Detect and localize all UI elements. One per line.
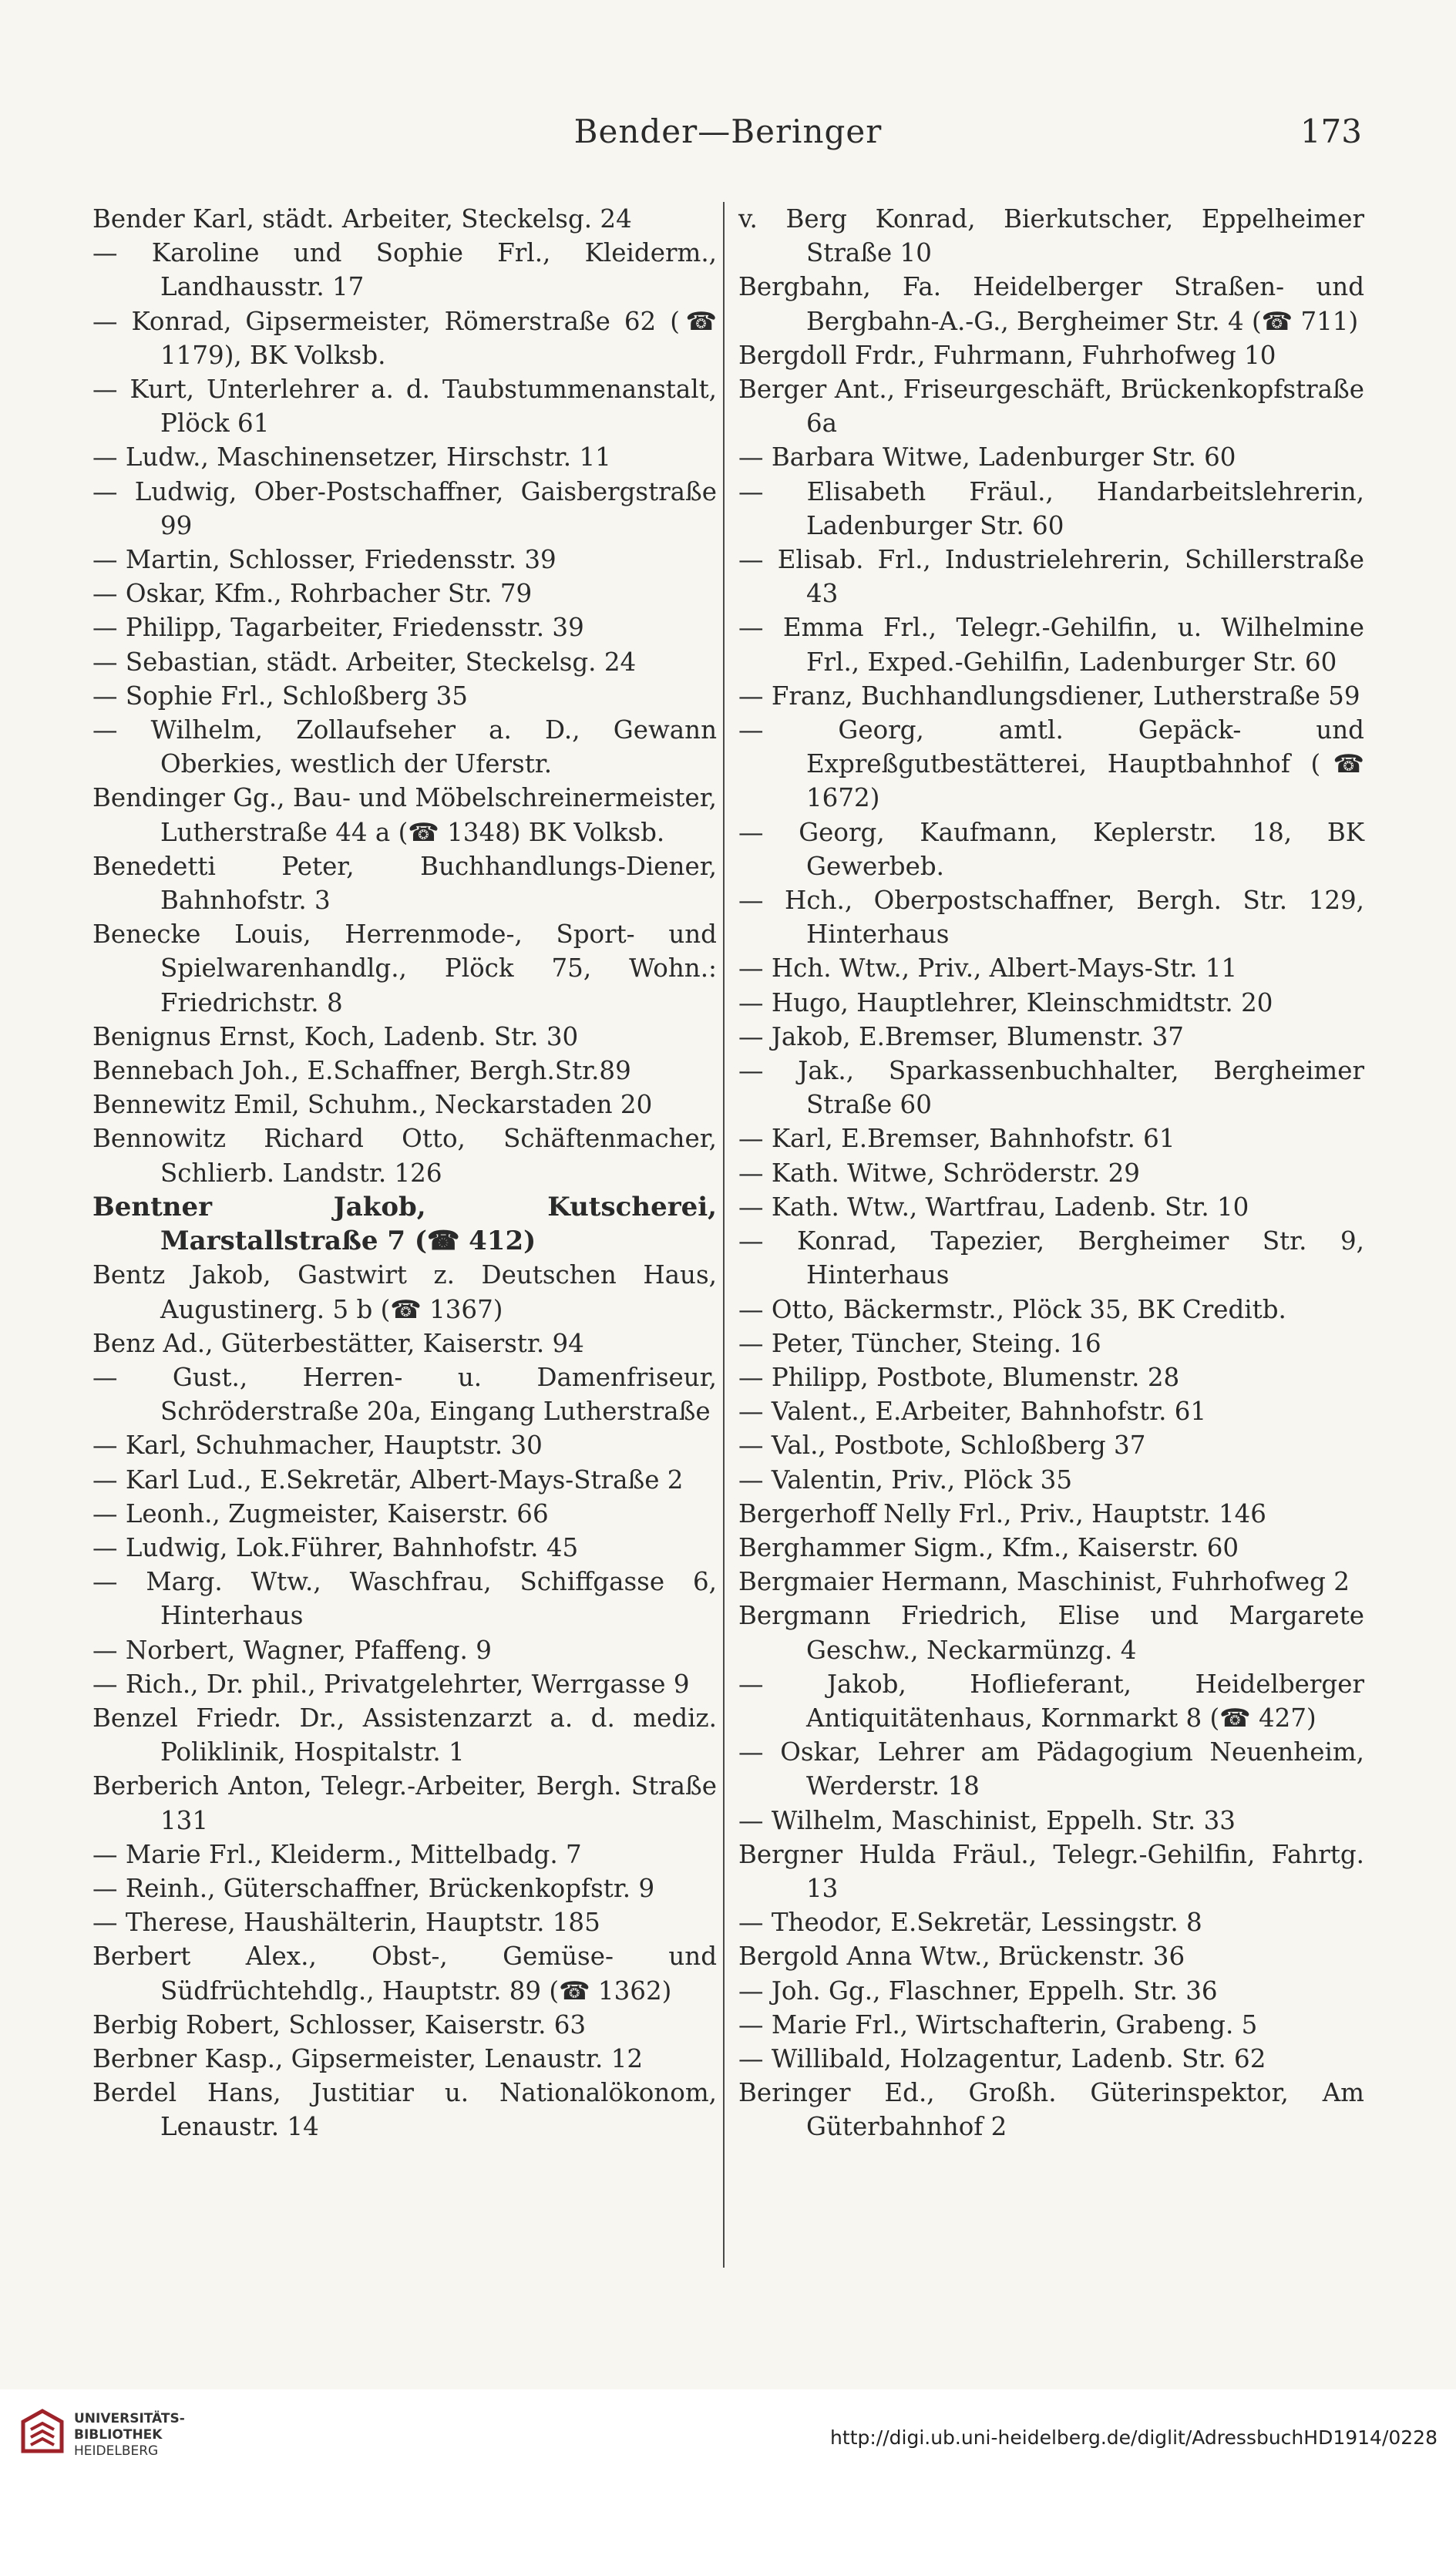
directory-entry: Berbig Robert, Schlosser, Kaiserstr. 63 — [92, 2009, 587, 2039]
directory-entry: — Willibald, Holzagentur, Ladenb. Str. 62 — [738, 2043, 1266, 2073]
directory-entry: — Emma Frl., Telegr.-Gehilfin, u. Wilhelmine Frl., Exped.-Gehilfin, Ladenburger Str. 60 — [738, 613, 1364, 677]
directory-entry: — Jakob, Hoflieferant, Heidelberger Antiquitätenhaus, Kornmarkt 8 (☎ 427) — [738, 1669, 1364, 1733]
directory-entry: Bergold Anna Wtw., Brückenstr. 36 — [738, 1942, 1185, 1972]
directory-entry: — Karl, Schuhmacher, Hauptstr. 30 — [92, 1431, 543, 1461]
directory-entry: v. Berg Konrad, Bierkutscher, Eppelheimer Straße 10 — [738, 204, 1364, 268]
directory-entry: — Gust., Herren- u. Damenfriseur, Schröderstraße 20a, Eingang Lutherstraße — [92, 1362, 717, 1427]
directory-entry: — Wilhelm, Maschinist, Eppelh. Str. 33 — [738, 1805, 1236, 1835]
directory-entry: Bergdoll Frdr., Fuhrmann, Fuhrhofweg 10 — [738, 340, 1276, 370]
directory-entry: Berbert Alex., Obst-, Gemüse- und Südfrüchtehdlg., Hauptstr. 89 (☎ 1362) — [92, 1942, 717, 2006]
library-name — [74, 2411, 185, 2460]
directory-entry: — Marg. Wtw., Waschfrau, Schiffgasse 6, Hinterhaus — [92, 1567, 717, 1631]
running-title: Bender—Beringer — [573, 113, 883, 150]
directory-entry: Bergmaier Hermann, Maschinist, Fuhrhofweg 2 — [738, 1567, 1350, 1597]
directory-entry: Berghammer Sigm., Kfm., Kaiserstr. 60 — [738, 1532, 1239, 1562]
directory-entry: — Valentin, Priv., Plöck 35 — [738, 1464, 1073, 1495]
directory-entry: — Marie Frl., Wirtschafterin, Grabeng. 5 — [738, 2009, 1258, 2039]
directory-entry: — Konrad, Gipsermeister, Römerstraße 62 (☎ 1179), BK Volksb. — [92, 306, 717, 370]
left-column — [92, 202, 717, 2144]
directory-entry: — Philipp, Postbote, Blumenstr. 28 — [738, 1362, 1180, 1392]
directory-entry: Bergmann Friedrich, Elise und Margarete Geschw., Neckarmünzg. 4 — [738, 1601, 1364, 1665]
directory-entry: — Valent., E.Arbeiter, Bahnhofstr. 61 — [738, 1397, 1207, 1427]
page-number: 173 — [1300, 113, 1362, 150]
library-name-line1: UNIVERSITÄTS- — [74, 2411, 185, 2426]
directory-entry: Berbner Kasp., Gipsermeister, Lenaustr. 12 — [92, 2043, 644, 2073]
directory-entry: — Peter, Tüncher, Steing. 16 — [738, 1328, 1101, 1358]
directory-entry: Benzel Friedr. Dr., Assistenzarzt a. d. mediz. Poliklinik, Hospitalstr. 1 — [92, 1703, 717, 1767]
directory-entry: Benedetti Peter, Buchhandlungs-Diener, Bahnhofstr. 3 — [92, 851, 717, 916]
directory-entry: — Sophie Frl., Schloßberg 35 — [92, 681, 468, 711]
directory-entry: Bergerhoff Nelly Frl., Priv., Hauptstr. 146 — [738, 1498, 1266, 1528]
directory-entry: — Theodor, E.Sekretär, Lessingstr. 8 — [738, 1908, 1202, 1938]
directory-entry: Bentz Jakob, Gastwirt z. Deutschen Haus, Augustinerg. 5 b (☎ 1367) — [92, 1260, 717, 1324]
directory-entry: Beringer Ed., Großh. Güterinspektor, Am Güterbahnhof 2 — [738, 2078, 1364, 2142]
directory-entry: — Hch. Wtw., Priv., Albert-Mays-Str. 11 — [738, 953, 1238, 984]
directory-entry: — Therese, Haushälterin, Hauptstr. 185 — [92, 1908, 600, 1938]
directory-entry: — Kath. Wtw., Wartfrau, Ladenb. Str. 10 — [738, 1192, 1249, 1222]
directory-entry: — Kath. Witwe, Schröderstr. 29 — [738, 1158, 1140, 1188]
directory-entry: Benecke Louis, Herrenmode-, Sport- und Spielwarenhandlg., Plöck 75, Wohn.: Friedrichstr. 8 — [92, 920, 717, 1017]
directory-entry: — Sebastian, städt. Arbeiter, Steckelsg. 24 — [92, 647, 637, 677]
directory-entry: — Karoline und Sophie Frl., Kleiderm., Landhausstr. 17 — [92, 238, 717, 302]
directory-entry: — Georg, amtl. Gepäck- und Expreßgutbestätterei, Hauptbahnhof (☎ 1672) — [738, 715, 1364, 813]
directory-entry: — Val., Postbote, Schloßberg 37 — [738, 1431, 1146, 1461]
directory-entry: Berberich Anton, Telegr.-Arbeiter, Bergh. Straße 131 — [92, 1771, 717, 1835]
directory-entry: — Georg, Kaufmann, Keplerstr. 18, BK Gewerbeb. — [738, 817, 1364, 881]
directory-entry: — Karl Lud., E.Sekretär, Albert-Mays-Straße 2 — [92, 1464, 684, 1495]
directory-entry: Berger Ant., Friseurgeschäft, Brückenkopfstraße 6a — [738, 375, 1364, 439]
directory-entry: Bennowitz Richard Otto, Schäftenmacher, Schlierb. Landstr. 126 — [92, 1124, 717, 1188]
directory-entry: Bennebach Joh., E.Schaffner, Bergh.Str.89 — [92, 1056, 631, 1086]
directory-entry: — Jakob, E.Bremser, Blumenstr. 37 — [738, 1021, 1184, 1051]
directory-entry: — Ludwig, Lok.Führer, Bahnhofstr. 45 — [92, 1532, 579, 1562]
directory-entry: — Jak., Sparkassenbuchhalter, Bergheimer Straße 60 — [738, 1056, 1364, 1120]
directory-entry: Bergbahn, Fa. Heidelberger Straßen- und Bergbahn-A.-G., Bergheimer Str. 4 (☎ 711) — [738, 272, 1364, 336]
directory-entry: — Elisabeth Fräul., Handarbeitslehrerin, Ladenburger Str. 60 — [738, 476, 1364, 540]
directory-entry: — Rich., Dr. phil., Privatgelehrter, Werrgasse 9 — [92, 1669, 690, 1699]
directory-entry: Bennewitz Emil, Schuhm., Neckarstaden 20 — [92, 1090, 653, 1120]
directory-entry: Berdel Hans, Justitiar u. Nationalökonom, Lenaustr. 14 — [92, 2078, 717, 2142]
directory-entry: — Joh. Gg., Flaschner, Eppelh. Str. 36 — [738, 1976, 1218, 2006]
footer — [0, 2389, 1456, 2559]
university-library-logo-icon — [15, 2406, 69, 2460]
directory-entry: Bendinger Gg., Bau- und Möbelschreinermeister, Lutherstraße 44 a (☎ 1348) BK Volksb. — [92, 783, 718, 847]
directory-entry: Bentner Jakob, Kutscherei, Marstallstraße 7 (☎ 412) — [92, 1191, 717, 1257]
column-divider — [723, 202, 725, 2268]
directory-entry: — Ludwig, Ober-Postschaffner, Gaisbergstraße 99 — [92, 476, 717, 540]
directory-entry: — Wilhelm, Zollaufseher a. D., Gewann Oberkies, westlich der Uferstr. — [92, 715, 717, 779]
directory-entry: — Martin, Schlosser, Friedensstr. 39 — [92, 545, 557, 575]
page-header — [92, 113, 1364, 159]
directory-entry: Benignus Ernst, Koch, Ladenb. Str. 30 — [92, 1021, 579, 1051]
right-column — [738, 202, 1364, 2144]
directory-entry: — Marie Frl., Kleiderm., Mittelbadg. 7 — [92, 1839, 582, 1869]
directory-entry: — Hugo, Hauptlehrer, Kleinschmidtstr. 20 — [738, 987, 1273, 1017]
directory-entry: — Norbert, Wagner, Pfaffeng. 9 — [92, 1635, 492, 1665]
directory-entry: — Ludw., Maschinensetzer, Hirschstr. 11 — [92, 442, 611, 472]
directory-entry: — Karl, E.Bremser, Bahnhofstr. 61 — [738, 1124, 1175, 1154]
directory-entry: — Leonh., Zugmeister, Kaiserstr. 66 — [92, 1498, 549, 1528]
directory-entry: — Barbara Witwe, Ladenburger Str. 60 — [738, 442, 1236, 472]
directory-entry: — Philipp, Tagarbeiter, Friedensstr. 39 — [92, 613, 584, 643]
library-name-line2: BIBLIOTHEK — [74, 2427, 163, 2443]
directory-entry: Bergner Hulda Fräul., Telegr.-Gehilfin, Fahrtg. 13 — [738, 1839, 1364, 1903]
directory-entry: — Oskar, Lehrer am Pädagogium Neuenheim, Werderstr. 18 — [738, 1737, 1364, 1801]
directory-entry: — Konrad, Tapezier, Bergheimer Str. 9, Hinterhaus — [738, 1226, 1364, 1290]
directory-entry: — Elisab. Frl., Industrielehrerin, Schillerstraße 43 — [738, 545, 1364, 609]
source-url-link[interactable]: http://digi.ub.uni-heidelberg.de/diglit/AdressbuchHD1914/0228 — [830, 2426, 1438, 2449]
library-name-line3: HEIDELBERG — [74, 2443, 159, 2459]
directory-entry: — Otto, Bäckermstr., Plöck 35, BK Creditb. — [738, 1294, 1286, 1324]
directory-entry: Bender Karl, städt. Arbeiter, Steckelsg. 24 — [92, 204, 632, 234]
directory-entry: — Kurt, Unterlehrer a. d. Taubstummenanstalt, Plöck 61 — [92, 375, 717, 439]
directory-entry: — Hch., Oberpostschaffner, Bergh. Str. 129, Hinterhaus — [738, 886, 1364, 950]
directory-entry: Benz Ad., Güterbestätter, Kaiserstr. 94 — [92, 1328, 584, 1358]
directory-entry: — Oskar, Kfm., Rohrbacher Str. 79 — [92, 579, 533, 609]
directory-entry: — Reinh., Güterschaffner, Brückenkopfstr. 9 — [92, 1873, 655, 1903]
directory-entry: — Franz, Buchhandlungsdiener, Lutherstraße 59 — [738, 681, 1360, 711]
